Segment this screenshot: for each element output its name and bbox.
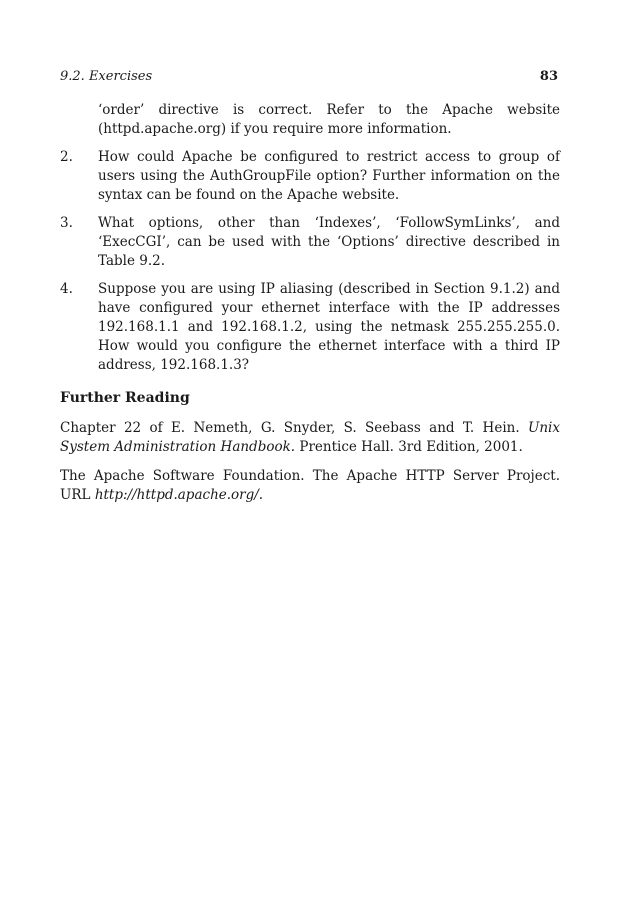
further-reading-heading: Further Reading <box>60 390 190 406</box>
exercise-text: How could Apache be configured to restrict access to group of users using the AuthGroupFile option? Further information on the syntax can be found on the Apache website. <box>98 149 560 203</box>
reference-url: http://httpd.apache.org/. <box>94 487 264 503</box>
exercise-number: 4. <box>60 281 73 297</box>
page-body <box>60 101 560 515</box>
running-head <box>60 69 558 89</box>
reference-item <box>60 419 560 457</box>
reference-prefix: Chapter 22 of E. Nemeth, G. Snyder, S. Seebass and T. Hein. <box>60 420 528 436</box>
reference-title: Unix System Administration Handbook. <box>60 420 560 455</box>
exercise-item <box>60 280 560 375</box>
exercise-1-continuation: ‘order’ directive is correct. Refer to the Apache website (httpd.apache.org) if you require more information. <box>98 102 560 137</box>
exercise-item <box>60 148 560 205</box>
reference-item <box>60 467 560 505</box>
exercise-text: Suppose you are using IP aliasing (described in Section 9.1.2) and have configured your ethernet interface with the IP addresses 192.168.1.1 and 192.168.1.2, using the netmask 255.255.255.0. How would you configure the ethernet interface with a third IP address, 192.168.1.3? <box>98 281 560 373</box>
section-title: 9.2. Exercises <box>60 69 153 84</box>
exercise-item <box>60 214 560 271</box>
exercise-number: 3. <box>60 215 73 231</box>
reference-prefix: The Apache Software Foundation. The Apache HTTP Server Project. URL <box>60 468 560 503</box>
exercise-text: What options, other than ‘Indexes’, ‘FollowSymLinks’, and ‘ExecCGI’, can be used with the ‘Options’ directive described in Table 9.2. <box>98 215 560 269</box>
reference-suffix: Prentice Hall. 3rd Edition, 2001. <box>295 439 523 455</box>
exercise-number: 2. <box>60 149 73 165</box>
page-number: 83 <box>539 69 558 84</box>
